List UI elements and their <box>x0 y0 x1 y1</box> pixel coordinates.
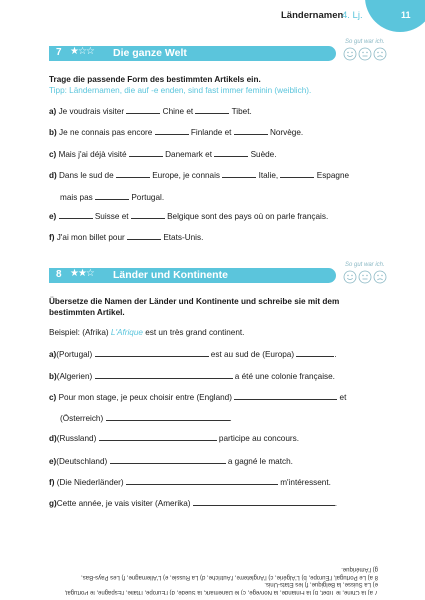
exercise-7-item-d-cont: mais pas Portugal. <box>60 193 165 202</box>
sad-face-icon[interactable] <box>373 270 387 284</box>
exercise-8-item-d: d)(Russland) participe au concours. <box>49 434 299 443</box>
answer-blank[interactable] <box>280 170 314 178</box>
exercise-8-item-b: b)(Algerien) a été une colonie française. <box>49 372 335 381</box>
answer-blank[interactable] <box>155 127 189 135</box>
answer-blank[interactable] <box>127 232 161 240</box>
exercise-7-item-a: a) Je voudrais visiter Chine et Tibet. <box>49 107 252 116</box>
exercise-7-item-f: f) J'ai mon billet pour Etats-Unis. <box>49 233 204 242</box>
exercise-8-item-c-cont: (Österreich) . <box>60 414 232 423</box>
answer-blank[interactable] <box>106 413 230 421</box>
answer-blank[interactable] <box>59 211 93 219</box>
exercise-8-item-e: e)(Deutschland) a gagné le match. <box>49 457 293 466</box>
neutral-face-icon[interactable] <box>358 47 372 61</box>
answer-blank[interactable] <box>131 211 165 219</box>
page-header <box>0 0 425 30</box>
exercise-title: Länder und Kontinente <box>113 269 228 281</box>
answer-blank[interactable] <box>129 149 163 157</box>
exercise-8-item-g: g)Cette année, je vais visiter (Amerika) . <box>49 499 338 508</box>
self-rating-label: So gut war ich. <box>345 39 385 45</box>
answer-blank[interactable] <box>95 371 233 379</box>
exercise-8-example: Beispiel: (Afrika) L'Afrique est un très grand continent. <box>49 328 245 337</box>
answer-blank[interactable] <box>126 477 278 485</box>
answer-key-line: 7 a) la Chine, le Tibet, b) la Finlande, la Norvège, c) le Danemark, la Suède, d) l'Europe, l'Italie, l'Espagne, le Portugal, <box>64 589 378 595</box>
page-number-tab <box>365 0 425 32</box>
answer-blank[interactable] <box>110 456 226 464</box>
page-number: 11 <box>401 10 411 20</box>
answer-key-line: e) La Suisse, la Belgique, f) les Etats-Unis. <box>264 581 378 588</box>
exercise-number: 8 <box>56 269 62 280</box>
answer-blank[interactable] <box>99 433 217 441</box>
answer-blank[interactable] <box>214 149 248 157</box>
exercise-7-tip: Tipp: Ländernamen, die auf -e enden, sind fast immer feminin (weiblich). <box>49 86 312 95</box>
exercise-7-instruction: Trage die passende Form des bestimmten Artikels ein. <box>49 75 261 84</box>
happy-face-icon[interactable] <box>343 47 357 61</box>
difficulty-stars: ★★☆ <box>70 268 94 279</box>
self-rating-label: So gut war ich. <box>345 262 385 268</box>
exercise-8-item-c: c) Pour mon stage, je peux choisir entre (England) et <box>49 393 347 402</box>
chapter-title: Ländernamen <box>281 10 344 21</box>
answer-blank[interactable] <box>195 106 229 114</box>
answer-blank[interactable] <box>95 349 209 357</box>
exercise-8-header <box>49 268 336 283</box>
answer-blank[interactable] <box>296 349 334 357</box>
answer-blank[interactable] <box>234 127 268 135</box>
exercise-7-item-d: d) Dans le sud de Europe, je connais Italie, Espagne <box>49 171 350 180</box>
difficulty-stars: ★☆☆ <box>70 46 94 57</box>
answer-blank[interactable] <box>222 170 256 178</box>
exercise-7-item-e: e) Suisse et Belgique sont des pays où on parle français. <box>49 212 329 221</box>
exercise-8-item-a: a)(Portugal) est au sud de (Europa) . <box>49 350 337 359</box>
grade-label: 4. Lj. <box>342 10 363 21</box>
answer-blank[interactable] <box>234 392 337 400</box>
neutral-face-icon[interactable] <box>358 270 372 284</box>
exercise-title: Die ganze Welt <box>113 47 187 59</box>
exercise-8-instruction-2: bestimmten Artikel. <box>49 308 125 317</box>
answer-blank[interactable] <box>116 170 150 178</box>
exercise-8-instruction-1: Übersetze die Namen der Länder und Kontinente und schreibe sie mit dem <box>49 297 340 306</box>
exercise-7-item-b: b) Je ne connais pas encore Finlande et Norvège. <box>49 128 304 137</box>
answer-blank[interactable] <box>193 498 335 506</box>
answer-key-line: 8 a) Le Portugal, l'Europe, b) L'Algérie, c) l'Angleterre, l'Autriche, d) La Russie, e) L'Allemagne, f) Les Pays-Bas, <box>81 574 378 580</box>
answer-blank[interactable] <box>126 106 160 114</box>
answer-blank[interactable] <box>95 192 129 200</box>
exercise-7-header <box>49 46 336 61</box>
exercise-7-item-c: c) Mais j'ai déjà visité Danemark et Suède. <box>49 150 277 159</box>
sad-face-icon[interactable] <box>373 47 387 61</box>
answer-key <box>48 548 378 595</box>
exercise-number: 7 <box>56 47 62 58</box>
answer-key-line: g) l'Amérique. <box>341 566 378 573</box>
exercise-8-item-f: f) (Die Niederländer) m'intéressent. <box>49 478 331 487</box>
happy-face-icon[interactable] <box>343 270 357 284</box>
